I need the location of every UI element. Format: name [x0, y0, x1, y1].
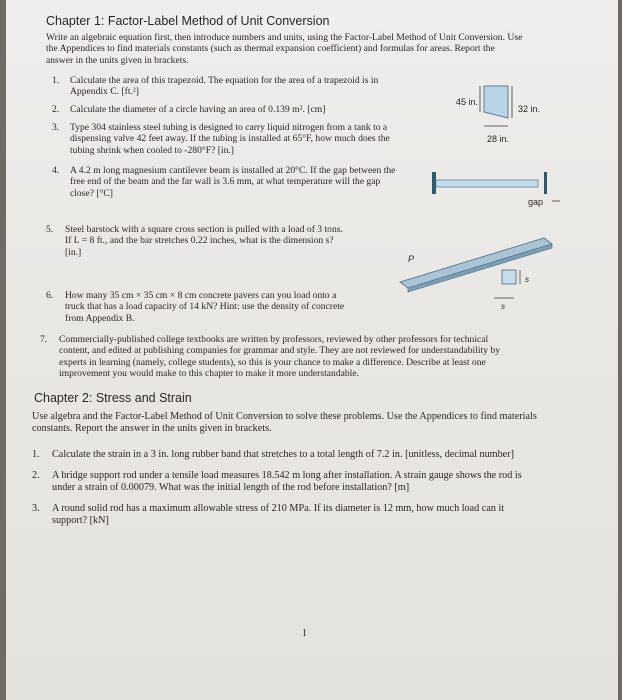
question-number: 3.: [32, 503, 40, 514]
question-2: Calculate the diameter of a circle having an area of 0.139 m². [cm]: [70, 104, 326, 115]
chapter2-intro: [32, 411, 612, 436]
side-label-bottom: s: [501, 302, 505, 311]
intro-line: constants. Report the answer in the units given in brackets.: [32, 423, 272, 435]
cantilever-beam-figure: [426, 168, 566, 202]
question-number: 3.: [52, 122, 60, 133]
trapezoid-shape: [484, 86, 508, 118]
far-wall: [544, 172, 547, 194]
fixed-wall: [432, 172, 436, 194]
trapezoid-top-label: 45 in.: [456, 97, 479, 107]
document-page: [6, 0, 618, 700]
intro-line: Write an algebraic equation first, then introduce numbers and units, using the Factor-Label Method of Unit Conversion. Use: [46, 32, 523, 43]
chapter1-title: Chapter 1: Factor-Label Method of Unit Conversion: [46, 14, 330, 28]
intro-line: answer in the units given in brackets.: [46, 54, 189, 66]
beam: [436, 180, 538, 187]
question-number: 1.: [32, 449, 40, 460]
question-6: How many 35 cm × 35 cm × 8 cm concrete pavers can you load onto a truck that has a load capacity of 14 kN? Hint: use the density of concrete from Appendix B.: [65, 290, 345, 324]
load-label-P: P: [408, 254, 415, 264]
question-number: 1.: [52, 75, 60, 86]
side-label-right: s: [525, 275, 529, 284]
question-number: 4.: [52, 165, 60, 176]
ch2-question-2: A bridge support rod under a tensile load measures 18.542 m long after installation. A strain gauge shows the rod is under a strain of 0.00079. What was the initial length of the rod before installation? [m]: [52, 470, 522, 494]
question-1: Calculate the area of this trapezoid. The equation for the area of a trapezoid is in Appendix C. [ft.²]: [70, 75, 379, 98]
trapezoid-bottom-label: 28 in.: [487, 134, 510, 144]
question-number: 6.: [46, 290, 54, 301]
ch2-question-3: A round solid rod has a maximum allowable stress of 210 MPa. If its diameter is 12 mm, how much load can it support? [kN]: [52, 503, 505, 527]
cross-section: [502, 270, 516, 284]
trapezoid-right-label: 32 in.: [518, 104, 541, 114]
chapter1-intro: [46, 32, 606, 66]
question-5: Steel barstock with a square cross section is pulled with a load of 3 tons. If L = 8 ft., and the bar stretches 0.22 inches, what is the dimension s? [in.]: [65, 224, 343, 258]
question-4: A 4.2 m long magnesium cantilever beam is installed at 20°C. If the gap between the free end of the beam and the far wall is 3.6 mm, at what temperature will the gap close? [°C]: [70, 165, 396, 199]
question-number: 7.: [40, 334, 48, 345]
question-number: 2.: [52, 104, 60, 115]
question-number: 2.: [32, 470, 40, 481]
page-number: 1: [302, 628, 307, 639]
gap-label: gap: [528, 197, 544, 207]
intro-line: the Appendices to find materials constants (such as thermal expansion coefficient) and formulas for areas. Report the: [46, 43, 495, 55]
question-number: 5.: [46, 224, 54, 235]
ch2-question-1: Calculate the strain in a 3 in. long rubber band that stretches to a total length of 7.2 in. [unitless, decimal number]: [52, 449, 514, 460]
chapter2-title: Chapter 2: Stress and Strain: [34, 391, 192, 405]
bar: [400, 238, 552, 288]
question-3: Type 304 stainless steel tubing is designed to carry liquid nitrogen from a tank to a dispensing valve 42 feet away. If the tubing is installed at 65°F, how much does the tubing shrink when cooled to -280°F? [in.]: [70, 122, 390, 156]
intro-line: Use algebra and the Factor-Label Method of Unit Conversion to solve these problems. Use the Appendices to find materials: [32, 411, 537, 422]
question-7: Commercially-published college textbooks are written by professors, reviewed by other professors for technical content, and edited at publishing companies for grammar and style. They are not reviewed for understandability by experts in learning (namely, college students), so this is your chance to make a difference. Describe at least one improvement you would make to this chapter to make it more understandable.: [59, 334, 501, 380]
steel-bar-figure: [394, 230, 574, 320]
